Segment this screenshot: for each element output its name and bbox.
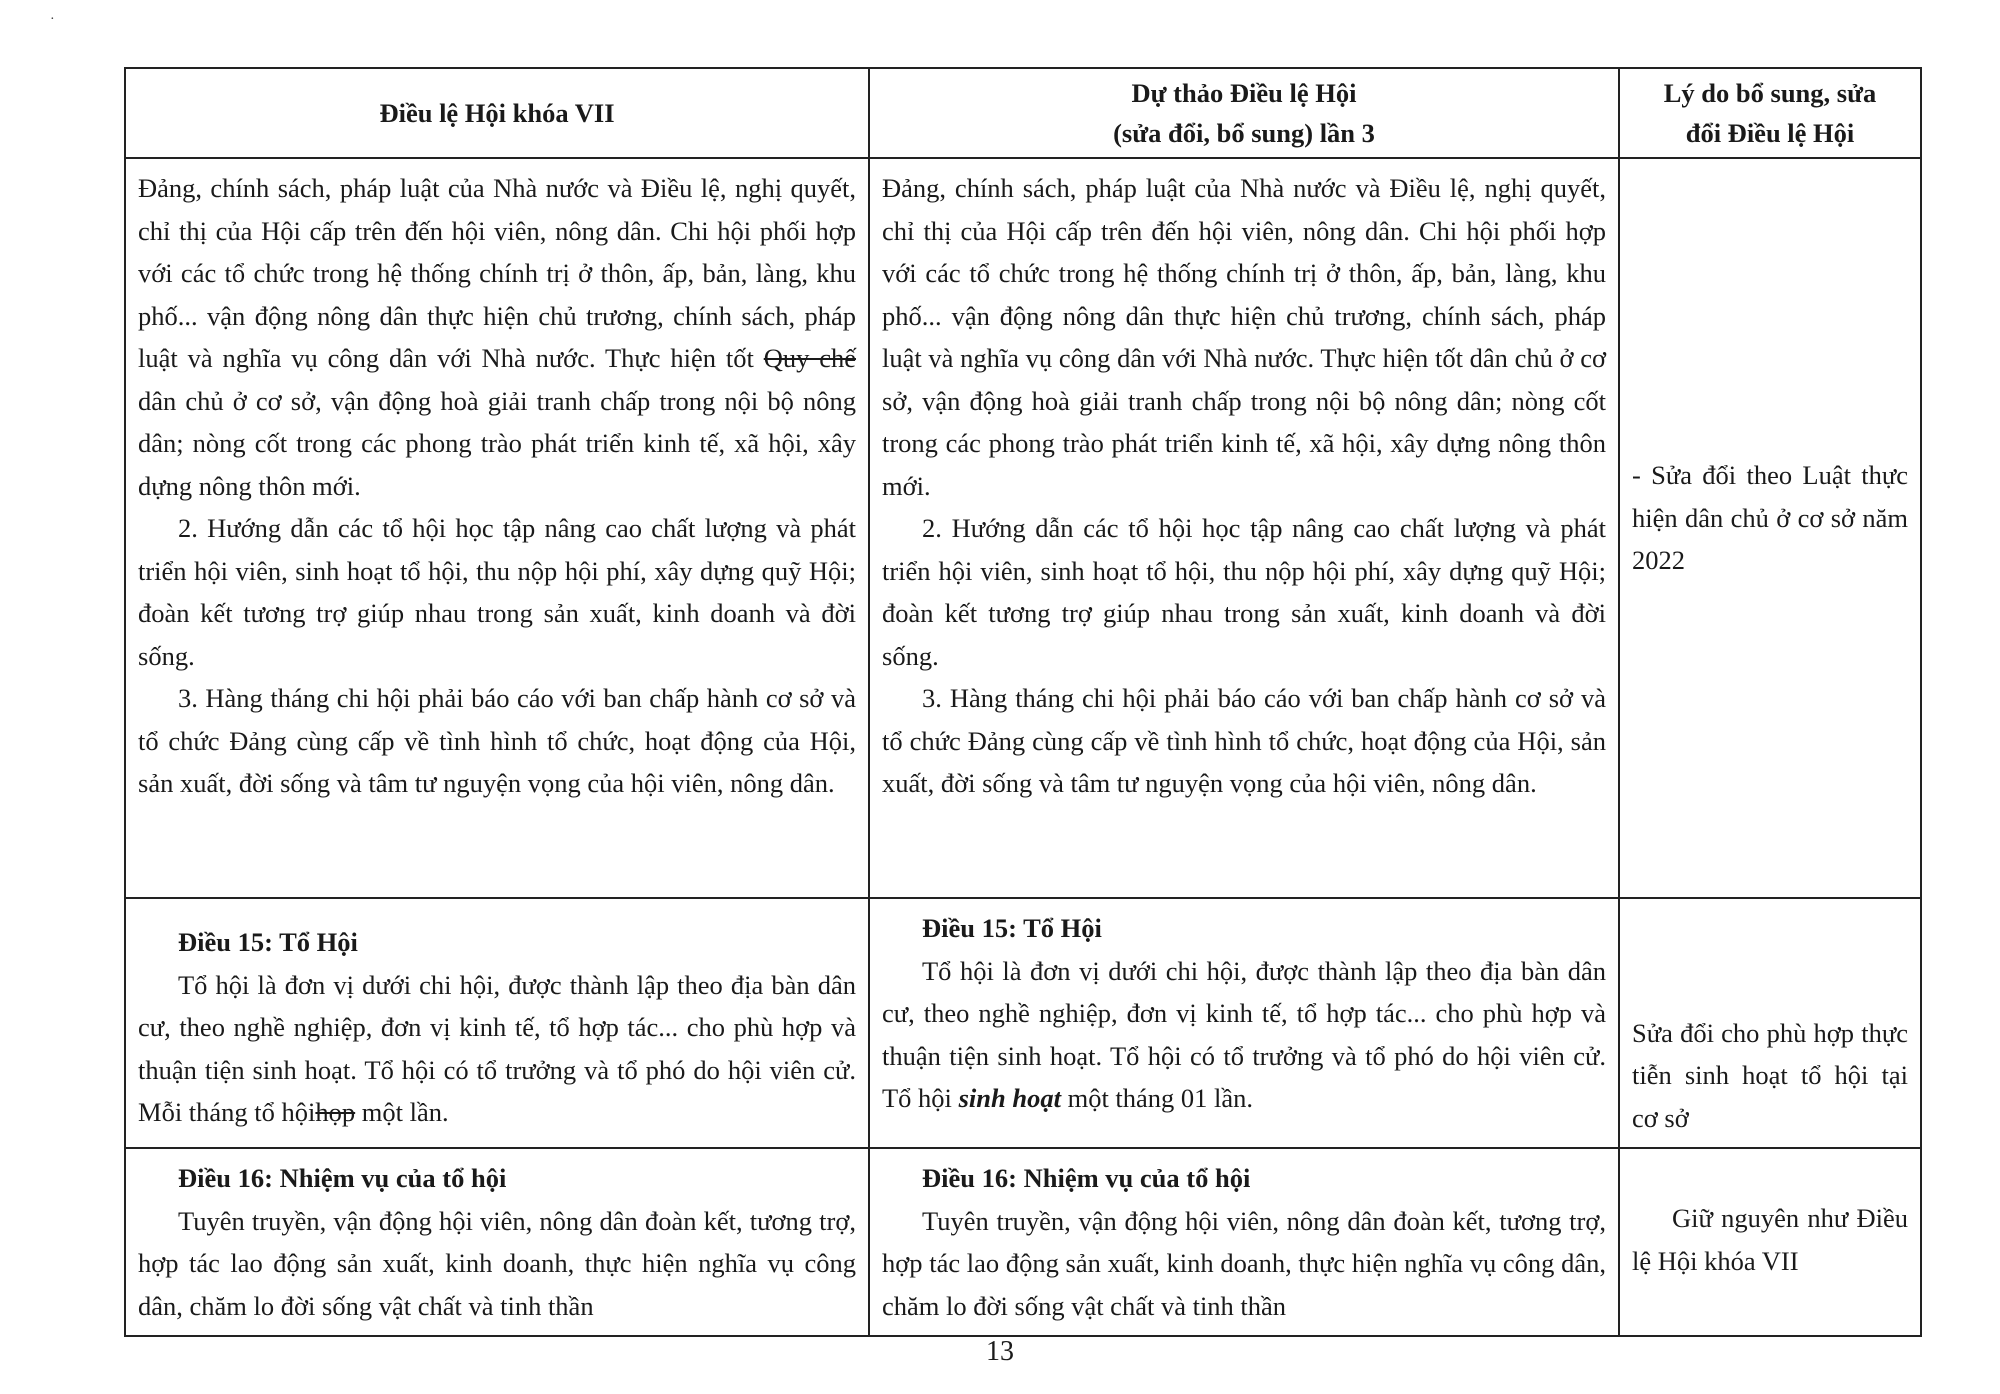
struck-text: họp <box>315 1097 356 1127</box>
new-article-body <box>882 950 1606 1120</box>
reason-cell <box>1619 158 1921 898</box>
article-title: Điều 16: Nhiệm vụ của tổ hội <box>922 1163 1251 1193</box>
header-reason-line1: Lý do bổ sung, sửa <box>1663 78 1877 108</box>
table-row <box>125 898 1921 1148</box>
header-draft-line1: Dự thảo Điều lệ Hội <box>1131 78 1357 108</box>
old-paragraph-2: 2. Hướng dẫn các tổ hội học tập nâng cao chất lượng và phát triển hội viên, sinh hoạt tổ hội, thu nộp hội phí, xây dựng quỹ Hội; đoàn kết tương trợ giúp nhau trong sản xuất, kinh doanh và đời sống. <box>138 513 856 671</box>
new-text-cell <box>869 898 1619 1148</box>
new-paragraph-2: 2. Hướng dẫn các tổ hội học tập nâng cao chất lượng và phát triển hội viên, sinh hoạt tổ hội, thu nộp hội phí, xây dựng quỹ Hội; đoàn kết tương trợ giúp nhau trong sản xuất, kinh doanh và đời sống. <box>882 513 1606 671</box>
header-old-charter <box>125 68 869 158</box>
header-reason <box>1619 68 1921 158</box>
text-segment: một lần. <box>355 1097 449 1127</box>
reason-cell <box>1619 898 1921 1148</box>
header-draft-line2: (sửa đổi, bổ sung) lần 3 <box>1113 118 1375 148</box>
old-article-body <box>138 964 856 1134</box>
struck-text: Quy chế <box>763 343 856 373</box>
reason-text: - Sửa đổi theo Luật thực hiện dân chủ ở cơ sở năm 2022 <box>1632 460 1908 576</box>
table-row <box>125 158 1921 898</box>
scan-mark: · <box>50 12 55 27</box>
text-segment: Tổ hội là đơn vị dưới chi hội, được thành lập theo địa bàn dân cư, theo nghề nghiệp, đơn vị kinh tế, tổ hợp tác... cho phù hợp và thuận tiện sinh hoạt. Tổ hội có tổ trưởng và tổ phó do hội viên cử. Mỗi tháng tổ hội <box>138 969 856 1127</box>
new-text-cell <box>869 1148 1619 1336</box>
new-article-body: Tuyên truyền, vận động hội viên, nông dân đoàn kết, tương trợ, hợp tác lao động sản xuất, kinh doanh, thực hiện nghĩa vụ công dân, chăm lo đời sống vật chất và tinh thần <box>882 1205 1606 1321</box>
emphasized-text: sinh hoạt <box>958 1083 1061 1113</box>
old-article-body: Tuyên truyền, vận động hội viên, nông dân đoàn kết, tương trợ, hợp tác lao động sản xuất, kinh doanh, thực hiện nghĩa vụ công dân, chăm lo đời sống vật chất và tinh thần <box>138 1205 856 1321</box>
old-text-cell <box>125 158 869 898</box>
header-reason-line2: đổi Điều lệ Hội <box>1685 118 1855 148</box>
header-old-charter-text: Điều lệ Hội khóa VII <box>379 98 615 128</box>
reason-cell <box>1619 1148 1921 1336</box>
text-segment: Tổ hội là đơn vị dưới chi hội, được thành lập theo địa bàn dân cư, theo nghề nghiệp, đơn vị kinh tế, tổ hợp tác... cho phù hợp và thuận tiện sinh hoạt. Tổ hội có tổ trưởng và tổ phó do hội viên cử. Tổ hội <box>882 955 1606 1113</box>
reason-text: Sửa đổi cho phù hợp thực tiễn sinh hoạt tổ hội tại cơ sở <box>1632 1017 1908 1133</box>
comparison-table <box>124 67 1922 1337</box>
page-number: 13 <box>986 1336 1014 1367</box>
old-text-cell <box>125 1148 869 1336</box>
text-segment: dân chủ ở cơ sở, vận động hoà giải tranh chấp trong nội bộ nông dân; nòng cốt trong các phong trào phát triển kinh tế, xã hội, xây dựng nông thôn mới. <box>138 385 856 501</box>
reason-text: Giữ nguyên như Điều lệ Hội khóa VII <box>1632 1203 1908 1276</box>
article-title: Điều 16: Nhiệm vụ của tổ hội <box>178 1163 507 1193</box>
old-text-cell <box>125 898 869 1148</box>
header-row <box>125 68 1921 158</box>
new-text-cell <box>869 158 1619 898</box>
old-paragraph-3: 3. Hàng tháng chi hội phải báo cáo với ban chấp hành cơ sở và tổ chức Đảng cùng cấp về tình hình tổ chức, hoạt động của Hội, sản xuất, đời sống và tâm tư nguyện vọng của hội viên, nông dân. <box>138 683 856 798</box>
text-segment: Đảng, chính sách, pháp luật của Nhà nước và Điều lệ, nghị quyết, chỉ thị của Hội cấp trên đến hội viên, nông dân. Chi hội phối hợp với các tổ chức trong hệ thống chính trị ở thôn, ấp, bản, làng, khu phố... vận động nông dân thực hiện chủ trương, chính sách, pháp luật và nghĩa vụ công dân với Nhà nước. Thực hiện tốt <box>138 173 856 373</box>
article-title: Điều 15: Tổ Hội <box>178 927 358 957</box>
old-paragraph-1 <box>138 167 856 507</box>
new-paragraph-1: Đảng, chính sách, pháp luật của Nhà nước và Điều lệ, nghị quyết, chỉ thị của Hội cấp trên đến hội viên, nông dân. Chi hội phối hợp với các tổ chức trong hệ thống chính trị ở thôn, ấp, bản, làng, khu phố... vận động nông dân thực hiện chủ trương, chính sách, pháp luật và nghĩa vụ công dân với Nhà nước. Thực hiện tốt dân chủ ở cơ sở, vận động hoà giải tranh chấp trong nội bộ nông dân; nòng cốt trong các phong trào phát triển kinh tế, xã hội, xây dựng nông thôn mới. <box>882 173 1606 501</box>
table-row <box>125 1148 1921 1336</box>
text-segment: một tháng 01 lần. <box>1060 1083 1254 1113</box>
new-paragraph-3: 3. Hàng tháng chi hội phải báo cáo với ban chấp hành cơ sở và tổ chức Đảng cùng cấp về tình hình tổ chức, hoạt động của Hội, sản xuất, đời sống và tâm tư nguyện vọng của hội viên, nông dân. <box>882 683 1606 798</box>
header-draft-charter <box>869 68 1619 158</box>
article-title: Điều 15: Tổ Hội <box>922 913 1102 943</box>
